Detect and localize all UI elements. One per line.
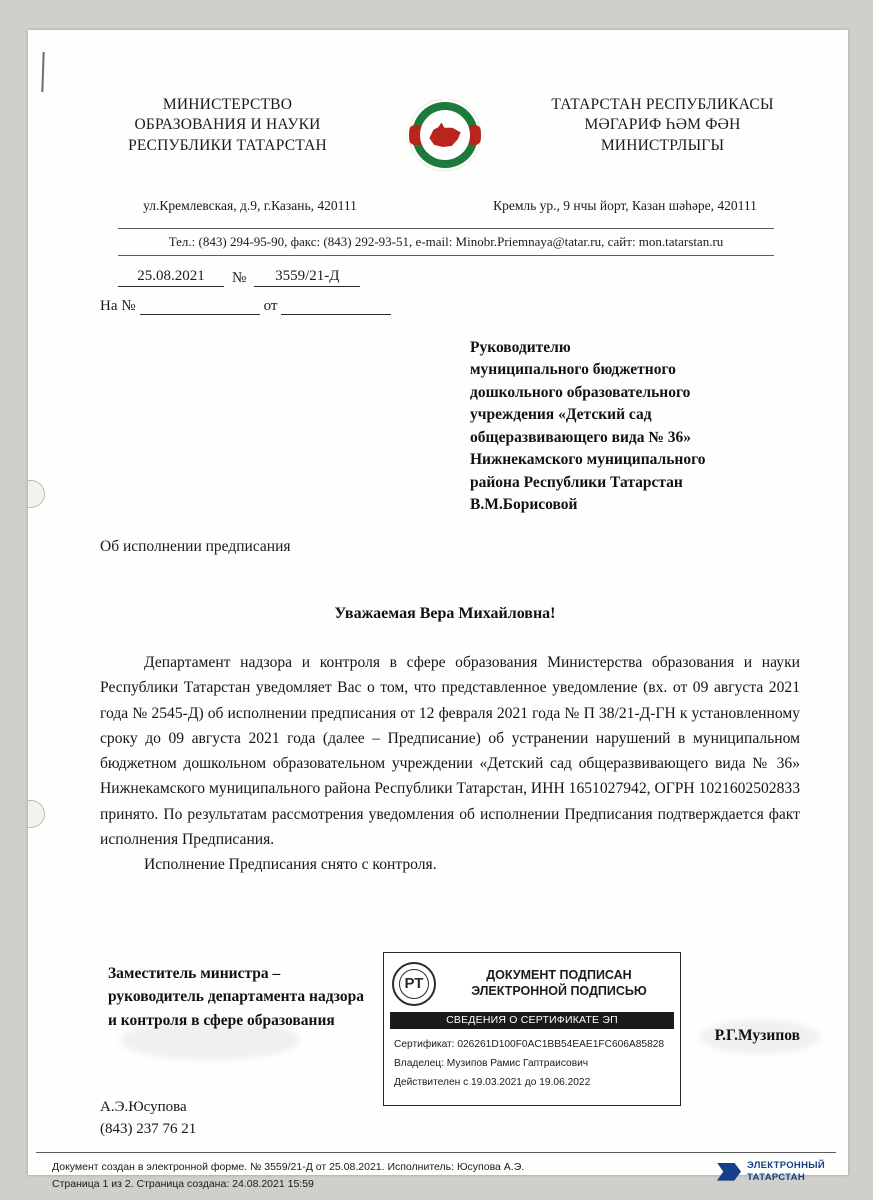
emblem-container (399, 95, 491, 171)
footer-line-2: Страница 1 из 2. Страница создана: 24.08.2021 15:59 (52, 1177, 314, 1190)
electronic-signature-stamp (383, 952, 681, 1106)
reply-number-blank (140, 300, 260, 315)
signer-position-line-2: руководитель департамента надзора (108, 988, 364, 1006)
stamp-title-line-2: ЭЛЕКТРОННОЙ ПОДПИСЬЮ (471, 984, 647, 998)
divider-bottom (118, 255, 774, 256)
footer-line-1: Документ создан в электронной форме. № 3559/21-Д от 25.08.2021. Исполнитель: Юсупова А.Э. (52, 1161, 525, 1173)
document-header (100, 95, 790, 171)
stamp-certificate-number: Сертификат: 026261D100F0AC1BB54EAE1FC606A85828 (394, 1039, 665, 1050)
seal-glyph: РТ (404, 974, 424, 992)
logo-mark-icon (717, 1163, 741, 1181)
ministry-name-tt-line-1: ТАТАРСТАН РЕСПУБЛИКАСЫ (551, 96, 774, 113)
document-number: 3559/21-Д (254, 268, 360, 287)
footer-text (52, 1159, 524, 1193)
executor-phone: (843) 237 76 21 (100, 1120, 197, 1137)
signer-position-line-3: и контроля в сфере образования (108, 1011, 335, 1029)
emblem-inner-disc (420, 110, 470, 160)
reply-to-label: На № (100, 298, 136, 314)
divider-top (118, 228, 774, 229)
logo-line-1: ЭЛЕКТРОННЫЙ (747, 1160, 825, 1171)
seal-icon (392, 962, 436, 1006)
stamp-title-line-1: ДОКУМЕНТ ПОДПИСАН (486, 968, 632, 983)
ministry-name-ru-line-2: ОБРАЗОВАНИЯ И НАУКИ (134, 116, 321, 134)
stamp-validity: Действителен с 19.03.2021 до 19.06.2022 (394, 1076, 591, 1088)
signer-position-line-1: Заместитель министра – (108, 965, 281, 982)
scan-edge-left (0, 0, 28, 1200)
addressee-line: района Республики Татарстан (470, 473, 683, 491)
address-ru: ул.Кремлевская, д.9, г.Казань, 420111 (143, 198, 357, 213)
addressee-line: дошкольного образовательного (470, 383, 691, 401)
executor-name: А.Э.Юсупова (100, 1099, 187, 1115)
ministry-name-ru-line-3: РЕСПУБЛИКИ ТАТАРСТАН (128, 136, 327, 154)
document-subject: Об исполнении предписания (100, 538, 291, 555)
addressee-line: общеразвивающего вида № 36» (470, 428, 692, 446)
salutation: Уважаемая Вера Михайловна! (334, 605, 556, 622)
addressee-line: В.М.Борисовой (470, 496, 578, 514)
document-meta-row (118, 268, 360, 287)
body-paragraph-2: Исполнение Предписания снято с контроля. (144, 856, 437, 873)
document-date: 25.08.2021 (118, 268, 224, 287)
signer-name: Р.Г.Музипов (714, 1027, 800, 1044)
stamp-header (384, 953, 680, 1010)
contact-info: Тел.: (843) 294-95-90, факс: (843) 292-93-51, e-mail: Minobr.Priemnaya@tatar.ru, сайт: mon.tatarstan.ru (168, 234, 724, 249)
number-prefix-label: № (232, 270, 247, 286)
ministry-name-ru (100, 95, 355, 156)
addressee-line: учреждения «Детский сад (470, 406, 652, 424)
footer-divider (36, 1152, 836, 1153)
electronic-tatarstan-logo (717, 1160, 825, 1183)
logo-line-2: ТАТАРСТАН (747, 1171, 806, 1183)
reply-reference-row (100, 298, 391, 315)
ministry-name-ru-line-1: МИНИСТЕРСТВО (162, 96, 293, 113)
stamp-certificate-bar: СВЕДЕНИЯ О СЕРТИФИКАТЕ ЭП (390, 1012, 674, 1029)
ministry-name-tt (535, 95, 790, 156)
emblem-bar-right (469, 125, 481, 145)
executor-block (100, 1097, 196, 1141)
address-row (100, 198, 790, 214)
addressee-line: Руководителю (470, 339, 571, 356)
logo-text (747, 1160, 825, 1183)
document-body (100, 650, 800, 877)
stamp-owner: Владелец: Музипов Рамис Гаптраисович (394, 1057, 589, 1069)
addressee-line: муниципального бюджетного (470, 361, 676, 379)
address-tt: Кремль ур., 9 нчы йорт, Казан шәһәре, 420111 (493, 198, 757, 213)
scan-edge-top (0, 0, 873, 30)
reply-from-label: от (263, 298, 278, 314)
ministry-name-tt-line-3: МИНИСТРЛЫГЫ (600, 136, 725, 154)
coat-of-arms-icon (409, 99, 481, 171)
ministry-name-tt-line-2: МӘГАРИФ ҺӘМ ФӘН (584, 116, 741, 134)
reply-date-blank (281, 300, 391, 315)
addressee-line: Нижнекамского муниципального (470, 451, 706, 469)
scan-edge-right (848, 0, 873, 1200)
body-paragraph-1: Департамент надзора и контроля в сфере образования Министерства образования и науки Республики Татарстан уведомляет Вас о том, что представленное уведомление (вх. от 09 августа 2021 года № 2545-Д) об исполнении предписания от 12 февраля 2021 года № П 38/21-Д-ГН к установленному сроку до 09 августа 2021 года (далее – Предписание) об устранении нарушений в муниципальном бюджетном дошкольном образовательном учреждении «Детский сад общеразвивающего вида № 36» Нижнекамского муниципального района Республики Татарстан, ИНН 1651027942, ОГРН 1021602502833 принято. По результатам рассмотрения уведомления об исполнении Предписания подтверждается факт исполнения Предписания. (100, 654, 800, 848)
stamp-certificate-details (384, 1029, 680, 1093)
winged-leopard-icon (428, 122, 462, 148)
stamp-title (444, 968, 674, 999)
addressee-block (470, 337, 800, 517)
